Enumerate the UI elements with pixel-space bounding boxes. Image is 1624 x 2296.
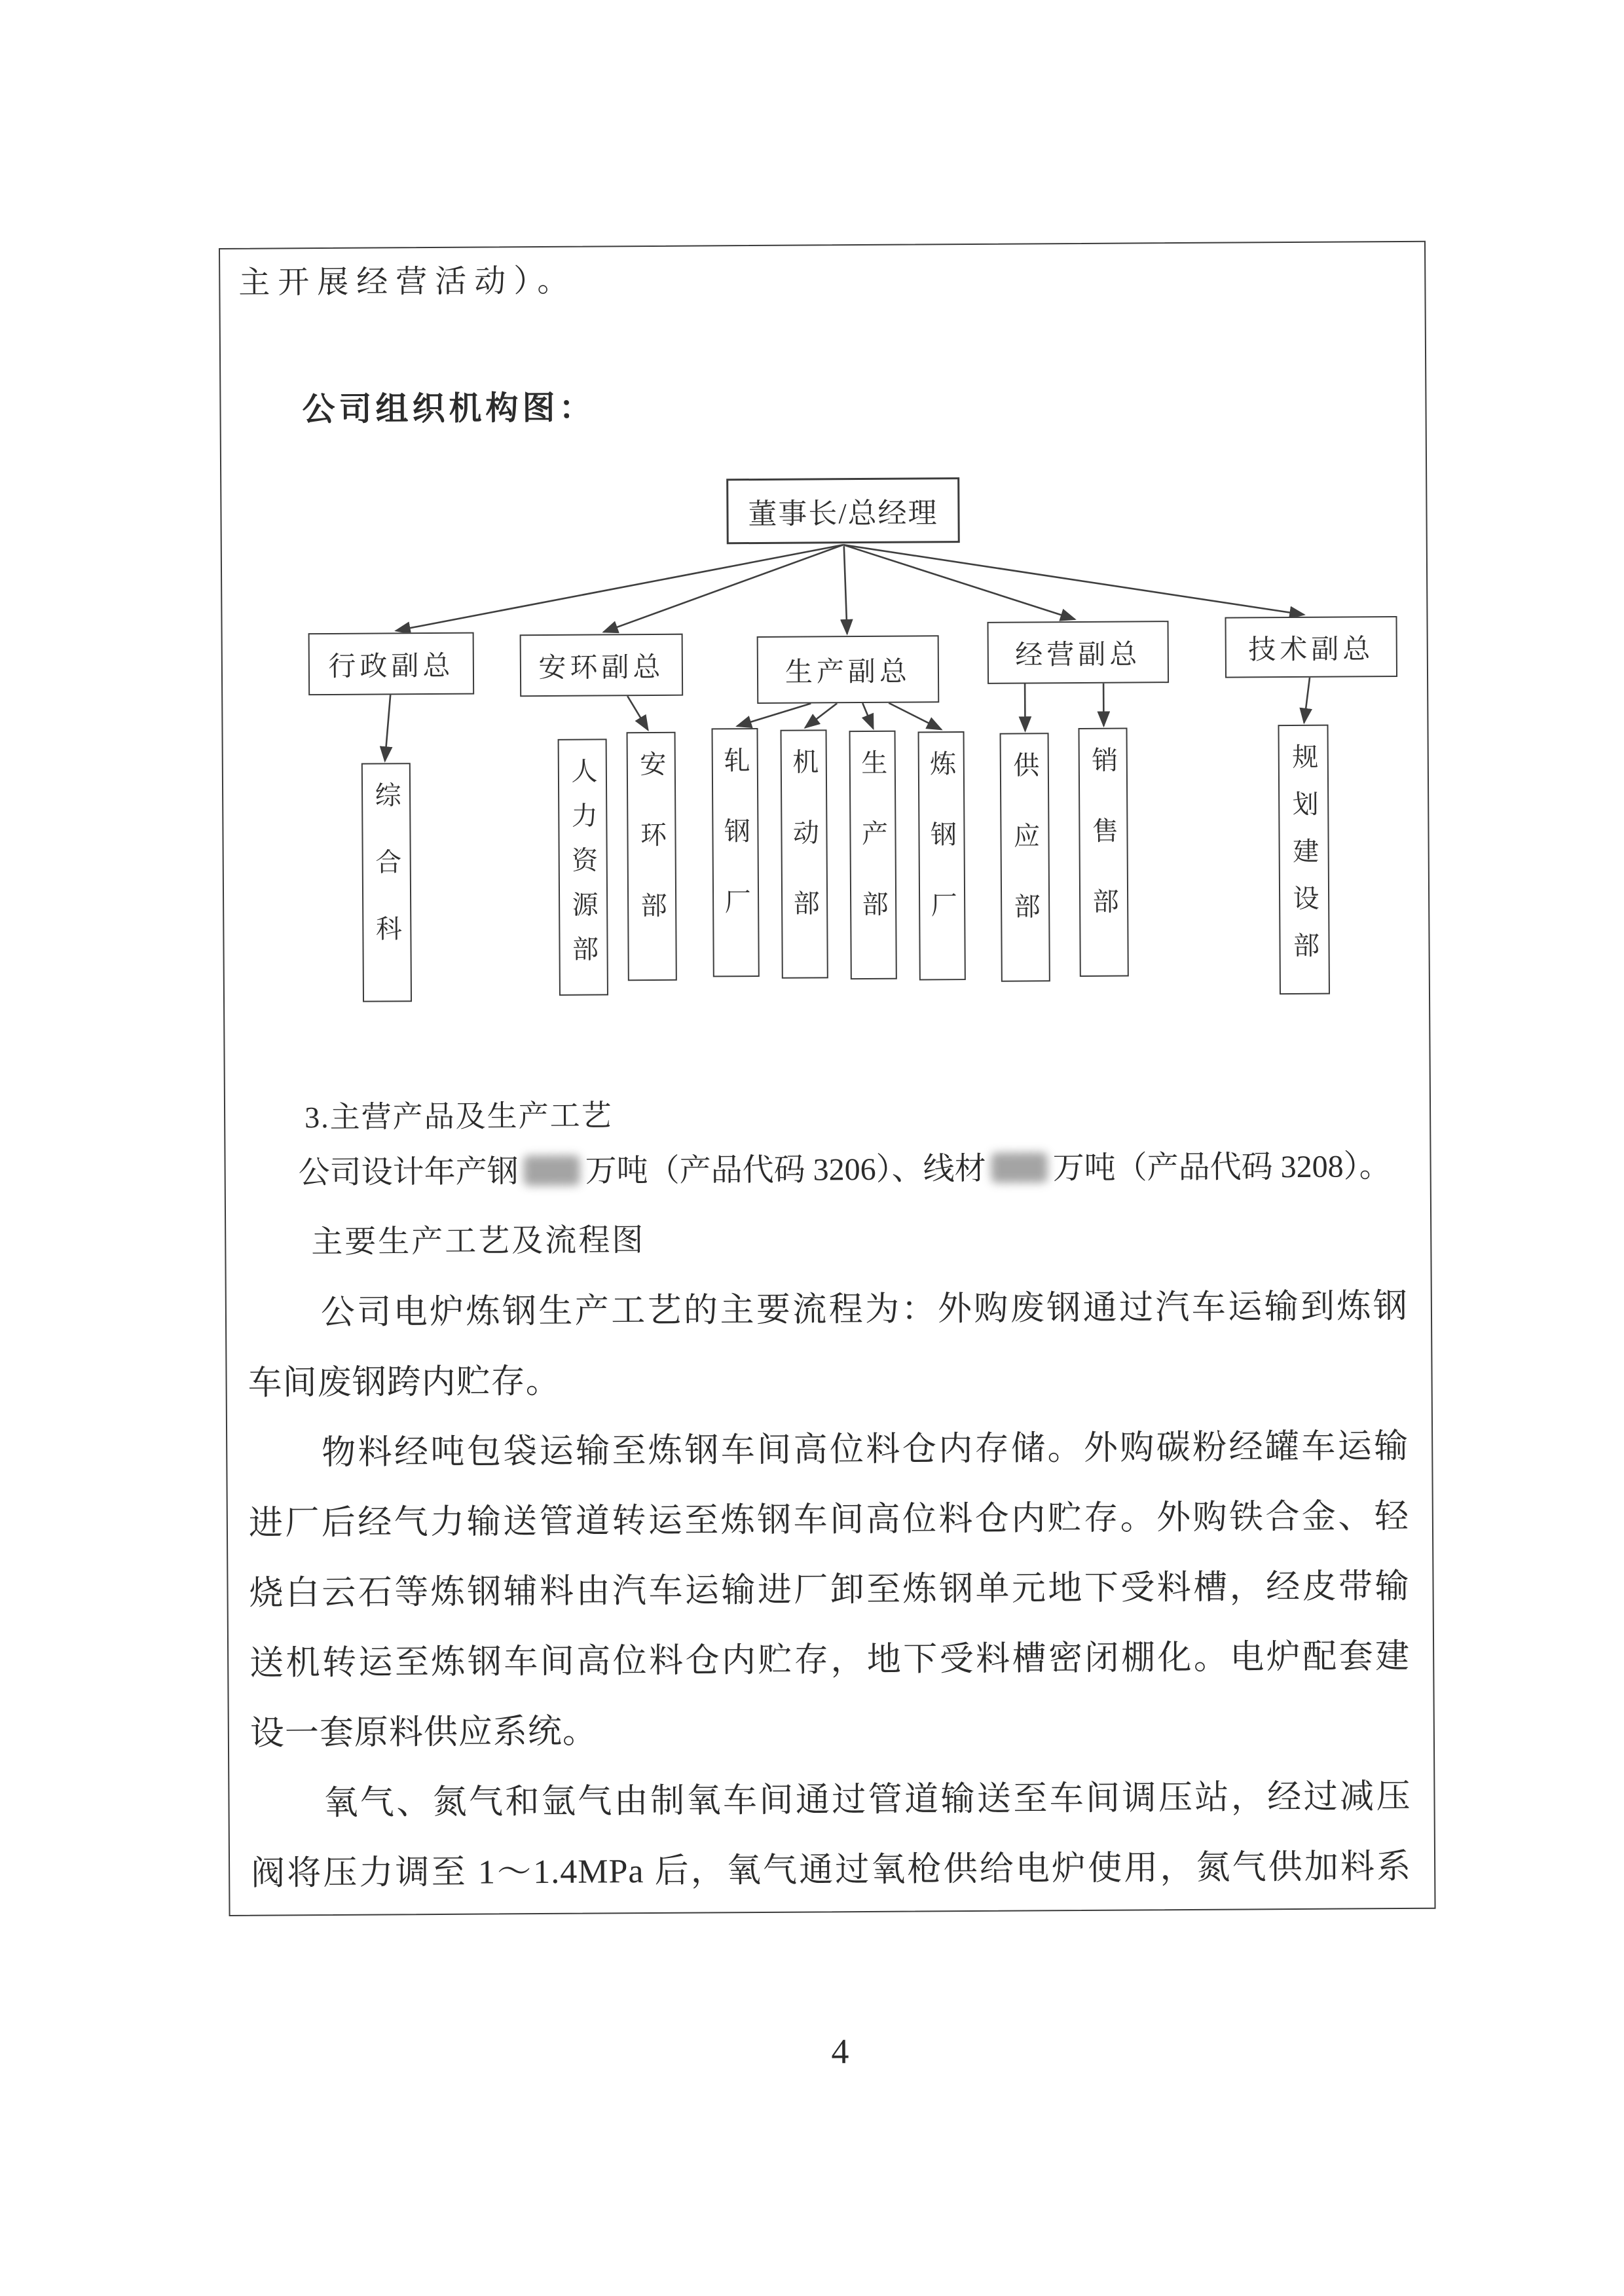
org-chart-heading: 公司组织机构图： <box>302 389 596 428</box>
products-text-3: 万吨（产品代码 3208）。 <box>1052 1149 1391 1186</box>
subsection-title: 3.主营产品及生产工艺 <box>304 1099 613 1135</box>
org-node-general-office: 综合科 <box>361 763 412 1002</box>
body-line: 物料经吨包袋运输至炼钢车间高位料仓内存储。外购碳粉经罐车运输 <box>322 1427 1409 1472</box>
org-node-steelmaking-plant: 炼钢厂 <box>918 731 966 980</box>
redacted-value-blur-2 <box>991 1152 1047 1183</box>
org-node-admin-vp: 行政副总 <box>308 632 475 696</box>
org-node-safety-env-vp: 安环副总 <box>520 634 684 697</box>
redacted-value-blur-1 <box>523 1156 580 1186</box>
intro-line: 主开展经营活动）。 <box>238 263 577 301</box>
org-node-hr-dept: 人力资源部 <box>558 738 608 995</box>
org-node-chairman-gm: 董事长/总经理 <box>726 477 960 544</box>
org-node-operations-vp: 经营副总 <box>987 621 1170 684</box>
body-line: 送机转运至炼钢车间高位料仓内贮存，地下受料槽密闭棚化。电炉配套建 <box>249 1637 1411 1683</box>
org-node-safety-env-dept: 安环部 <box>627 732 677 981</box>
org-chart <box>221 471 1429 1042</box>
body-line: 烧白云石等炼钢辅料由汽车运输进厂卸至炼钢单元地下受料槽，经皮带输 <box>249 1567 1410 1613</box>
org-node-mechanical-dept: 机动部 <box>781 729 828 978</box>
process-flow-heading: 主要生产工艺及流程图 <box>311 1223 646 1260</box>
body-line: 车间废钢跨内贮存。 <box>248 1362 561 1402</box>
body-line: 进厂后经气力输送管道转运至炼钢车间高位料仓内贮存。外购铁合金、轻 <box>248 1497 1410 1542</box>
org-node-tech-vp: 技术副总 <box>1225 616 1397 678</box>
org-node-supply-dept: 供应部 <box>1000 733 1050 981</box>
org-node-production-vp: 生产副总 <box>757 635 940 704</box>
org-node-rolling-mill: 轧钢厂 <box>711 728 759 977</box>
page-number: 4 <box>831 2032 849 2071</box>
body-line: 阀将压力调至 1～1.4MPa 后，氧气通过氧枪供给电炉使用，氮气供加料系 <box>250 1848 1412 1893</box>
products-text-1: 公司设计年产钢 <box>298 1154 519 1191</box>
body-paragraphs <box>248 1271 1412 1909</box>
body-line: 设一套原料供应系统。 <box>249 1713 598 1753</box>
products-text-2: 万吨（产品代码 3206）、线材 <box>585 1151 986 1189</box>
body-line: 氧气、氮气和氩气由制氧车间通过管道输送至车间调压站，经过减压 <box>323 1777 1411 1823</box>
org-node-sales-dept: 销售部 <box>1079 728 1129 977</box>
page-border-frame <box>219 241 1436 1916</box>
body-line: 公司电炉炼钢生产工艺的主要流程为：外购废钢通过汽车运输到炼钢 <box>320 1287 1409 1332</box>
org-node-production-dept: 生产部 <box>849 731 897 979</box>
products-capacity-line <box>298 1140 1390 1192</box>
org-node-planning-construction-dept: 规划建设部 <box>1278 725 1330 994</box>
